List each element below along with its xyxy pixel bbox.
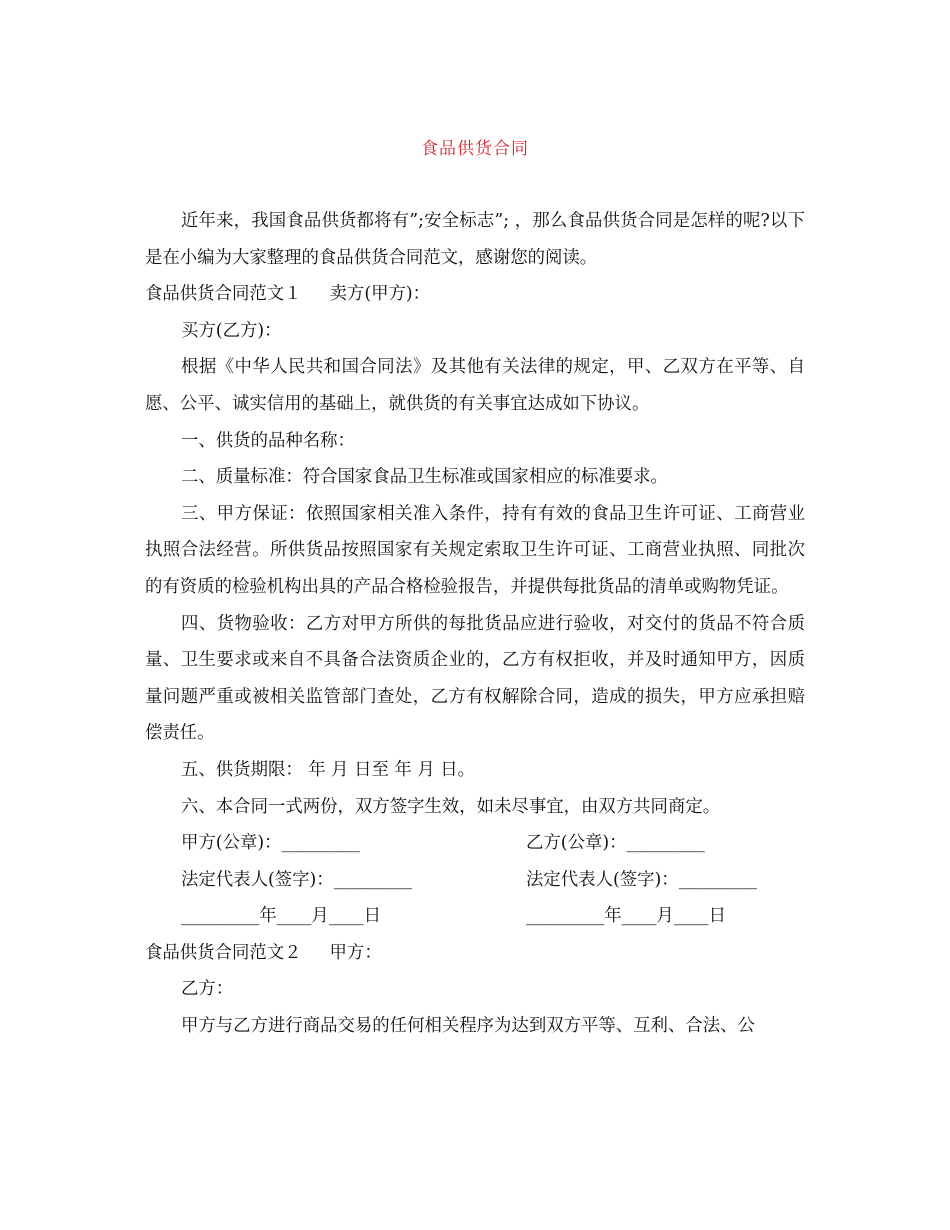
sample2-opening: 甲方与乙方进行商品交易的任何相关程序为达到双方平等、互利、合法、公 bbox=[181, 1016, 755, 1037]
document-title: 食品供货合同 bbox=[421, 139, 529, 159]
sample2-party-b: 乙方： bbox=[181, 979, 234, 1000]
sample2-heading: 食品供货合同范文２ bbox=[145, 942, 302, 963]
seller-label: 卖方(甲方)： bbox=[329, 284, 431, 305]
sample2-party-a: 甲方： bbox=[329, 942, 382, 963]
document-body bbox=[145, 203, 805, 1045]
party-b-date: _________年____月____日 bbox=[526, 906, 726, 927]
signature-row-seal bbox=[145, 825, 805, 862]
party-a-seal: 甲方(公章)：_________ bbox=[181, 833, 360, 854]
basis-paragraph: 根据《中华人民共和国合同法》及其他有关法律的规定，甲、乙双方在平等、自愿、公平、诚实信用的基础上，就供货的有关事宜达成如下协议。 bbox=[145, 357, 805, 414]
buyer-label: 买方(乙方)： bbox=[181, 320, 282, 341]
clause-2: 二、质量标准：符合国家食品卫生标准或国家相应的标准要求。 bbox=[181, 467, 668, 488]
sample1-heading: 食品供货合同范文１ bbox=[145, 284, 302, 305]
clause-1: 一、供货的品种名称： bbox=[181, 430, 355, 451]
party-a-representative: 法定代表人(签字)：_________ bbox=[181, 869, 412, 890]
sample2-heading-line bbox=[145, 935, 805, 972]
signature-row-date bbox=[145, 898, 805, 935]
party-b-seal: 乙方(公章)：_________ bbox=[526, 833, 705, 854]
sample1-heading-line bbox=[145, 276, 805, 313]
signature-row-representative bbox=[145, 862, 805, 899]
clause-6: 六、本合同一式两份，双方签字生效，如未尽事宜，由双方共同商定。 bbox=[181, 796, 721, 817]
clause-3: 三、甲方保证：依照国家相关准入条件，持有有效的食品卫生许可证、工商营业执照合法经营。所供货品按照国家有关规定索取卫生许可证、工商营业执照、同批次的有资质的检验机构出具的产品合格检验报告，并提供每批货品的清单或购物凭证。 bbox=[145, 503, 805, 597]
party-a-date: _________年____月____日 bbox=[181, 906, 381, 927]
intro-paragraph: 近年来，我国食品供货都将有”;安全标志”; ，那么食品供货合同是怎样的呢?以下是在小编为大家整理的食品供货合同范文，感谢您的阅读。 bbox=[145, 211, 805, 268]
party-b-representative: 法定代表人(签字)：_________ bbox=[526, 869, 757, 890]
clause-5: 五、供货期限： 年 月 日至 年 月 日。 bbox=[181, 759, 476, 780]
clause-4: 四、货物验收：乙方对甲方所供的每批货品应进行验收，对交付的货品不符合质量、卫生要求或来自不具备合法资质企业的，乙方有权拒收，并及时通知甲方，因质量问题严重或被相关监管部门查处，乙方有权解除合同，造成的损失，甲方应承担赔偿责任。 bbox=[145, 613, 805, 744]
